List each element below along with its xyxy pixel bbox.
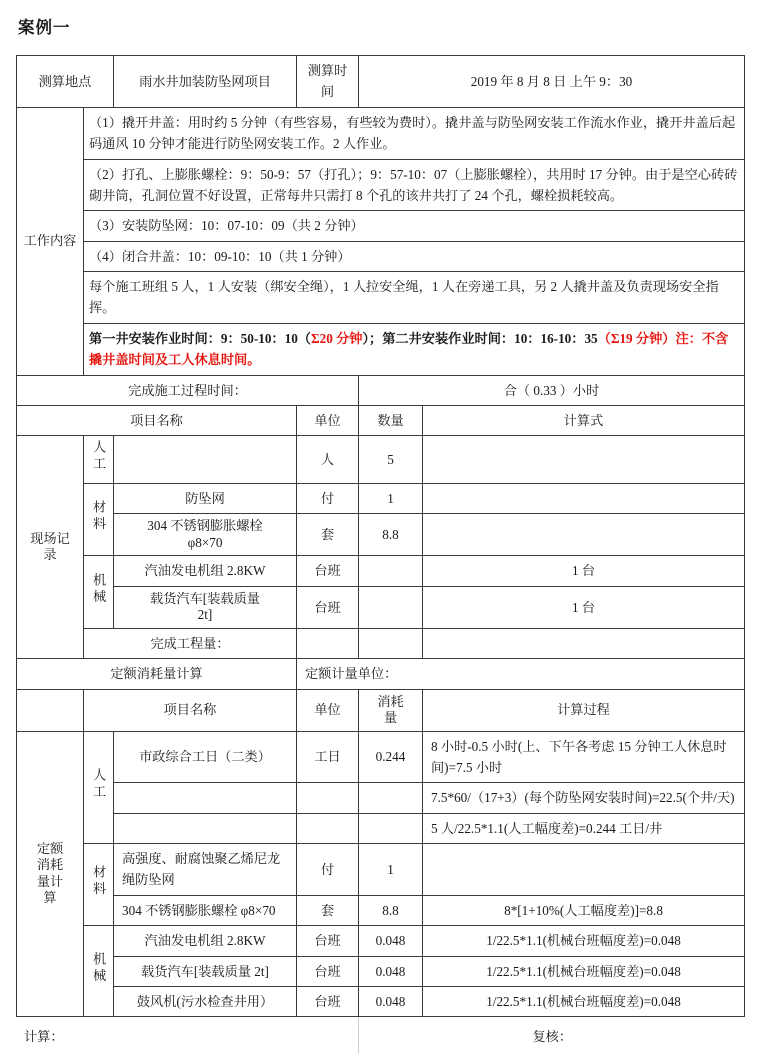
site-record-label (17, 436, 84, 659)
quota-qty-material-1: 1 (359, 844, 423, 896)
calc-label: 计算： (24, 1029, 64, 1045)
site-unit-machine-1: 台班 (297, 556, 359, 586)
site-qty-machine-1 (359, 556, 423, 586)
completed-quantity-qty (359, 628, 423, 658)
quota-unit-material-2: 套 (297, 895, 359, 925)
work-content-item-5: 每个施工班组 5 人，1 人安装（绑安全绳），1 人拉安全绳，1 人在旁递工具，另 2 人撬井盖及负责现场安全指挥。 (84, 272, 745, 324)
quota-group-labor (84, 731, 114, 844)
work-content-item-4: （4）闭合井盖：10：09-10：10（共 1 分钟） (84, 241, 745, 271)
quota-qty-material-2: 8.8 (359, 895, 423, 925)
site-record-label-line1: 现场记 (30, 530, 70, 546)
quota-formula-machine-3: 1/22.5*1.1(机械台班幅度差)=0.048 (423, 986, 745, 1016)
quota-label-line4: 算 (43, 890, 57, 906)
completed-quantity-unit (297, 628, 359, 658)
site-item-material-1: 防坠网 (114, 484, 297, 514)
completed-quantity-formula (423, 628, 745, 658)
site-item-material-2-line2: φ8×70 (187, 534, 223, 550)
site-group-machine-text: 机械 (91, 572, 107, 606)
summary-highlight-1: Σ20 分钟 (310, 330, 363, 346)
quota-col-qty-line1: 消耗 (377, 693, 404, 709)
site-unit-labor: 人 (297, 436, 359, 484)
quota-group-material-text: 材料 (91, 865, 107, 898)
site-formula-material-1 (423, 484, 745, 514)
quota-item-labor-1: 市政综合工日（二类） (114, 731, 297, 783)
summary-text-1: 第一井安装作业时间：9：50-10：10（ (89, 330, 311, 346)
table-row-quota-material-1 (17, 844, 745, 896)
table-row-quota-machine-3 (17, 986, 745, 1016)
site-item-material-2-line1: 304 不锈钢膨胀螺栓 (147, 518, 263, 534)
quota-item-labor-2 (114, 783, 297, 813)
work-content-summary (84, 323, 745, 375)
quota-unit-labor-1: 工日 (297, 731, 359, 783)
site-item-labor (114, 436, 297, 484)
site-col-qty: 数量 (359, 405, 423, 435)
review-label: 复核： (358, 1017, 744, 1054)
quota-unit-labor-3 (297, 813, 359, 843)
time-value: 2019 年 8 月 8 日 上午 9：30 (359, 56, 745, 108)
quota-label-line2: 消耗 (36, 857, 64, 873)
quota-formula-labor-1: 8 小时-0.5 小时(上、下午各考虑 15 分钟工人休息时间)=7.5 小时 (423, 731, 745, 783)
site-formula-labor (423, 436, 745, 484)
site-item-machine-2 (114, 586, 297, 628)
work-content-item-2: （2）打孔、上膨胀螺栓：9：50-9：57（打孔）；9：57-10：07（上膨胀螺栓），共用时 17 分钟。由于是空心砖砖砌井筒，孔洞位置不好设置，正常每井只需打 8 个孔的该井共打了 24 个孔，螺栓损耗较高。 (84, 159, 745, 211)
site-formula-machine-2: 1 台 (423, 586, 745, 628)
site-group-labor-text: 人工 (91, 440, 107, 473)
quota-unit-machine-2: 台班 (297, 956, 359, 986)
quota-unit-labor-2 (297, 783, 359, 813)
site-group-material-text: 材料 (91, 500, 107, 533)
quota-col-spacer (17, 689, 84, 731)
page-title: 案例一 (18, 19, 71, 37)
quota-header-right: 定额计量单位： (297, 659, 745, 689)
quota-col-formula: 计算过程 (423, 689, 745, 731)
quota-qty-labor-3 (359, 813, 423, 843)
site-col-unit: 单位 (297, 405, 359, 435)
table-row-work-4 (17, 241, 745, 271)
completed-quantity-label: 完成工程量： (84, 628, 297, 658)
table-row-header-info (17, 56, 745, 108)
work-content-label: 工作内容 (17, 107, 84, 375)
quota-formula-material-2: 8*[1+10%(人工幅度差)]=8.8 (423, 895, 745, 925)
quota-qty-machine-1: 0.048 (359, 926, 423, 956)
table-row-quota-labor-3 (17, 813, 745, 843)
quota-item-material-1: 高强度、耐腐蚀聚乙烯尼龙绳防坠网 (114, 844, 297, 896)
table-row-completed-quantity (17, 628, 745, 658)
site-qty-material-1: 1 (359, 484, 423, 514)
summary-highlight-2: （Σ19 分钟）注：不含撬井盖时间及工人休息时间。 (89, 330, 729, 368)
table-row-quota-material-2 (17, 895, 745, 925)
process-time-label: 完成施工过程时间： (17, 375, 359, 405)
table-row-site-columns (17, 405, 745, 435)
quota-header-left: 定额消耗量计算 (17, 659, 297, 689)
table-row-work-3 (17, 211, 745, 241)
table-row-work-5 (17, 272, 745, 324)
site-group-labor (84, 436, 114, 484)
quota-formula-material-1 (423, 844, 745, 896)
quota-col-qty-line2: 量 (383, 710, 398, 726)
table-row-work-1 (17, 107, 745, 159)
table-row-quota-labor-2 (17, 783, 745, 813)
table-row-quota-columns (17, 689, 745, 731)
summary-text-2: ）；第二井安装作业时间：10：16-10：35 (362, 330, 598, 346)
quota-qty-labor-1: 0.244 (359, 731, 423, 783)
site-formula-machine-1: 1 台 (423, 556, 745, 586)
quota-unit-machine-1: 台班 (297, 926, 359, 956)
quota-qty-machine-2: 0.048 (359, 956, 423, 986)
table-row-process-time (17, 375, 745, 405)
signature-footer (16, 1017, 744, 1054)
table-row-footer (16, 1017, 744, 1054)
site-record-label-line2: 录 (43, 547, 57, 563)
quota-group-machine (84, 926, 114, 1017)
site-unit-machine-2: 台班 (297, 586, 359, 628)
location-label: 测算地点 (17, 56, 114, 108)
document-page (0, 14, 760, 1062)
table-row-site-material-2 (17, 514, 745, 556)
process-time-value: 合（ 0.33 ）小时 (359, 375, 745, 405)
table-row-site-labor (17, 436, 745, 484)
table-row-quota-machine-1 (17, 926, 745, 956)
site-item-machine-2-line1: 载货汽车[装载质量 (150, 590, 260, 606)
quota-col-qty (359, 689, 423, 731)
table-row-site-machine-1 (17, 556, 745, 586)
site-formula-material-2 (423, 514, 745, 556)
quota-group-material (84, 844, 114, 926)
work-content-item-1: （1）撬开井盖：用时约 5 分钟（有些容易，有些较为费时）。撬井盖与防坠网安装工作流水作业，撬开井盖后起码通风 10 分钟才能进行防坠网安装工作。2 人作业。 (84, 107, 745, 159)
quota-item-machine-3: 鼓风机(污水检查井用） (114, 986, 297, 1016)
quota-label-line3: 量计 (36, 873, 64, 889)
site-item-machine-2-line2: 2t] (197, 607, 213, 623)
quota-item-machine-2: 载货汽车[装载质量 2t] (114, 956, 297, 986)
time-label: 测算时间 (297, 56, 359, 108)
table-row-work-2 (17, 159, 745, 211)
site-qty-machine-2 (359, 586, 423, 628)
site-group-material (84, 484, 114, 556)
site-qty-material-2: 8.8 (359, 514, 423, 556)
table-row-site-material-1 (17, 484, 745, 514)
site-item-material-2 (114, 514, 297, 556)
quota-formula-machine-1: 1/22.5*1.1(机械台班幅度差)=0.048 (423, 926, 745, 956)
quota-item-labor-3 (114, 813, 297, 843)
case-record-table (16, 55, 745, 1017)
quota-label (17, 731, 84, 1017)
quota-col-unit: 单位 (297, 689, 359, 731)
quota-group-labor-text: 人工 (91, 767, 107, 801)
quota-qty-labor-2 (359, 783, 423, 813)
work-content-item-3: （3）安装防坠网：10：07-10：09（共 2 分钟） (84, 211, 745, 241)
site-unit-material-2: 套 (297, 514, 359, 556)
site-col-formula: 计算式 (423, 405, 745, 435)
site-unit-material-1: 付 (297, 484, 359, 514)
quota-label-line1: 定额 (36, 840, 64, 856)
table-row-quota-labor-1 (17, 731, 745, 783)
location-value: 雨水井加装防坠网项目 (114, 56, 297, 108)
site-item-machine-1: 汽油发电机组 2.8KW (114, 556, 297, 586)
site-group-machine (84, 556, 114, 628)
quota-col-item: 项目名称 (84, 689, 297, 731)
table-row-work-summary (17, 323, 745, 375)
quota-item-machine-1: 汽油发电机组 2.8KW (114, 926, 297, 956)
table-row-quota-machine-2 (17, 956, 745, 986)
site-col-item: 项目名称 (17, 405, 297, 435)
quota-unit-machine-3: 台班 (297, 986, 359, 1016)
quota-formula-machine-2: 1/22.5*1.1(机械台班幅度差)=0.048 (423, 956, 745, 986)
quota-item-material-2: 304 不锈钢膨胀螺栓 φ8×70 (114, 895, 297, 925)
table-row-site-machine-2 (17, 586, 745, 628)
quota-formula-labor-3: 5 人/22.5*1.1(人工幅度差)=0.244 工日/井 (423, 813, 745, 843)
table-row-quota-header (17, 659, 745, 689)
quota-group-machine-text: 机械 (91, 951, 107, 985)
quota-qty-machine-3: 0.048 (359, 986, 423, 1016)
site-qty-labor: 5 (359, 436, 423, 484)
quota-formula-labor-2: 7.5*60/（17+3）(每个防坠网安装时间)=22.5(个井/天) (423, 783, 745, 813)
quota-unit-material-1: 付 (297, 844, 359, 896)
